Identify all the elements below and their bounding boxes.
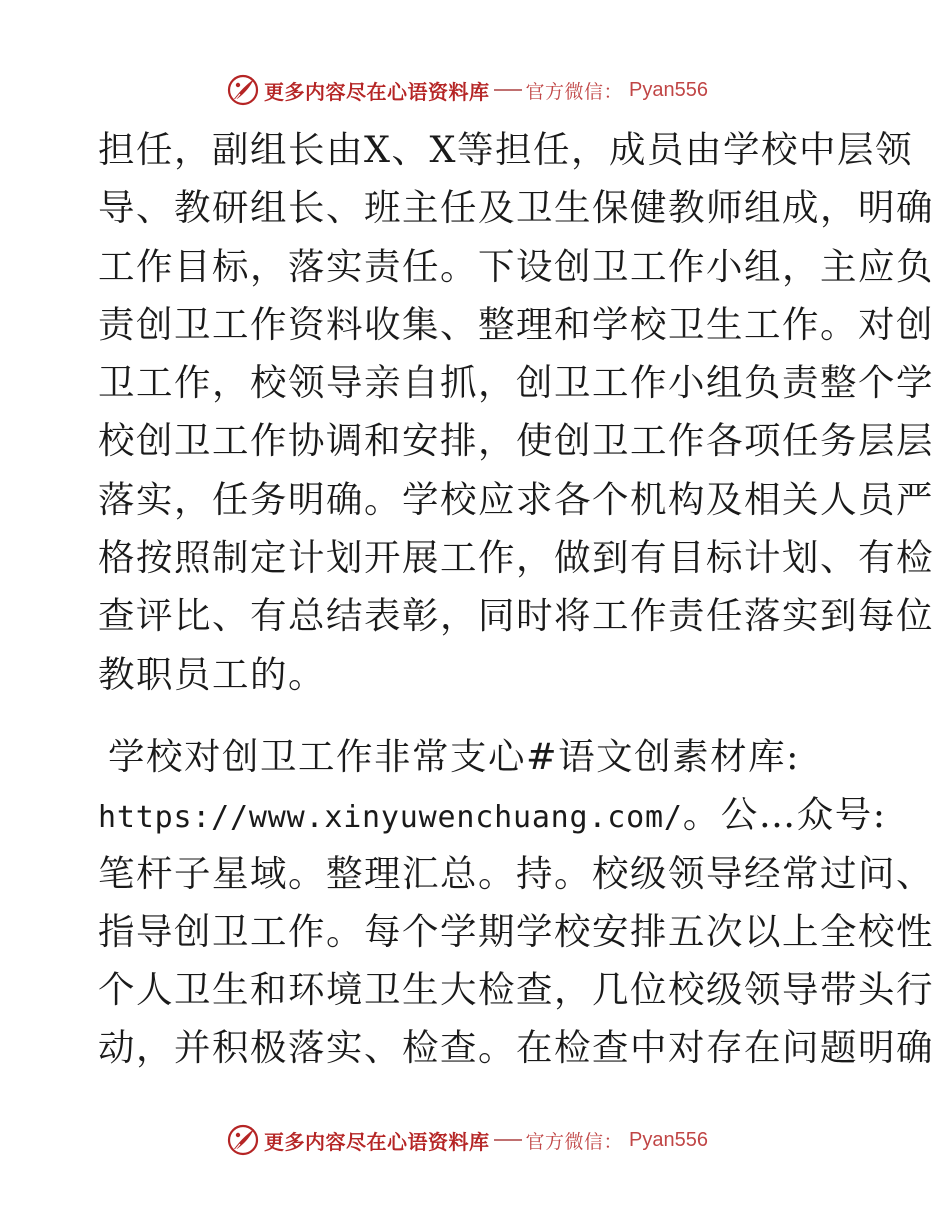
paragraph-2-line-4: 指导创卫工作。每个学期学校安排五次以上全校性 <box>98 909 934 953</box>
paragraph-2-line-6: 动，并积极落实、检查。在检查中对存在问题明确 <box>98 1026 934 1070</box>
paragraph-1 <box>98 121 934 704</box>
header-dash-divider <box>494 89 522 91</box>
paragraph-2-line-3: 笔杆子星域。整理汇总。持。校级领导经常过问、 <box>98 851 934 895</box>
header-banner <box>0 68 950 112</box>
paragraph-1-line-1: 担任，副组长由X、X等担任，成员由学校中层领 <box>98 128 913 171</box>
paragraph-1-line-6: 校创卫工作协调和安排，使创卫工作各项任务层层 <box>98 419 934 463</box>
paragraph-2-line-1: 学校对创卫工作非常支心#语文创素材库: <box>108 734 800 778</box>
header-wechat-label: 官方微信： <box>525 80 624 103</box>
document-body <box>98 121 934 1078</box>
paragraph-spacer <box>98 704 858 728</box>
footer-dash-divider <box>494 1139 522 1141</box>
footer-wechat-label: 官方微信： <box>525 1130 624 1153</box>
source-url-link[interactable]: https://www.xinyuwenchuang.com/ <box>98 800 683 836</box>
paragraph-2 <box>98 728 934 1078</box>
paragraph-1-line-7: 落实，任务明确。学校应求各个机构及相关人员严 <box>98 477 934 521</box>
footer-banner <box>0 1118 950 1162</box>
paragraph-1-line-2: 导、教研组长、班主任及卫生保健教师组成，明确 <box>98 186 934 230</box>
paragraph-1-line-10: 教职员工的。 <box>98 652 326 696</box>
header-banner-content <box>226 73 708 107</box>
header-wechat-id: Pyan556 <box>629 78 708 101</box>
paragraph-1-line-8: 格按照制定计划开展工作，做到有目标计划、有检 <box>98 536 934 580</box>
footer-banner-content <box>226 1123 708 1157</box>
quill-pen-logo-icon <box>226 73 260 107</box>
paragraph-1-line-5: 卫工作，校领导亲自抓，创卫工作小组负责整个学 <box>98 361 934 405</box>
quill-pen-logo-icon <box>226 1123 260 1157</box>
paragraph-1-line-9: 查评比、有总结表彰，同时将工作责任落实到每位 <box>98 594 934 638</box>
header-brand-text: 更多内容尽在心语资料库 <box>264 79 490 104</box>
paragraph-1-line-3: 工作目标，落实责任。下设创卫工作小组，主应负 <box>98 244 934 288</box>
footer-wechat-id: Pyan556 <box>629 1128 708 1151</box>
paragraph-1-line-4: 责创卫工作资料收集、整理和学校卫生工作。对创 <box>98 302 934 346</box>
footer-brand-text: 更多内容尽在心语资料库 <box>264 1129 490 1154</box>
paragraph-2-line-5: 个人卫生和环境卫生大检查，几位校级领导带头行 <box>98 968 934 1012</box>
paragraph-2-line-2-tail: 。公…众号: <box>682 793 887 837</box>
paragraph-2-line-2 <box>98 786 887 844</box>
